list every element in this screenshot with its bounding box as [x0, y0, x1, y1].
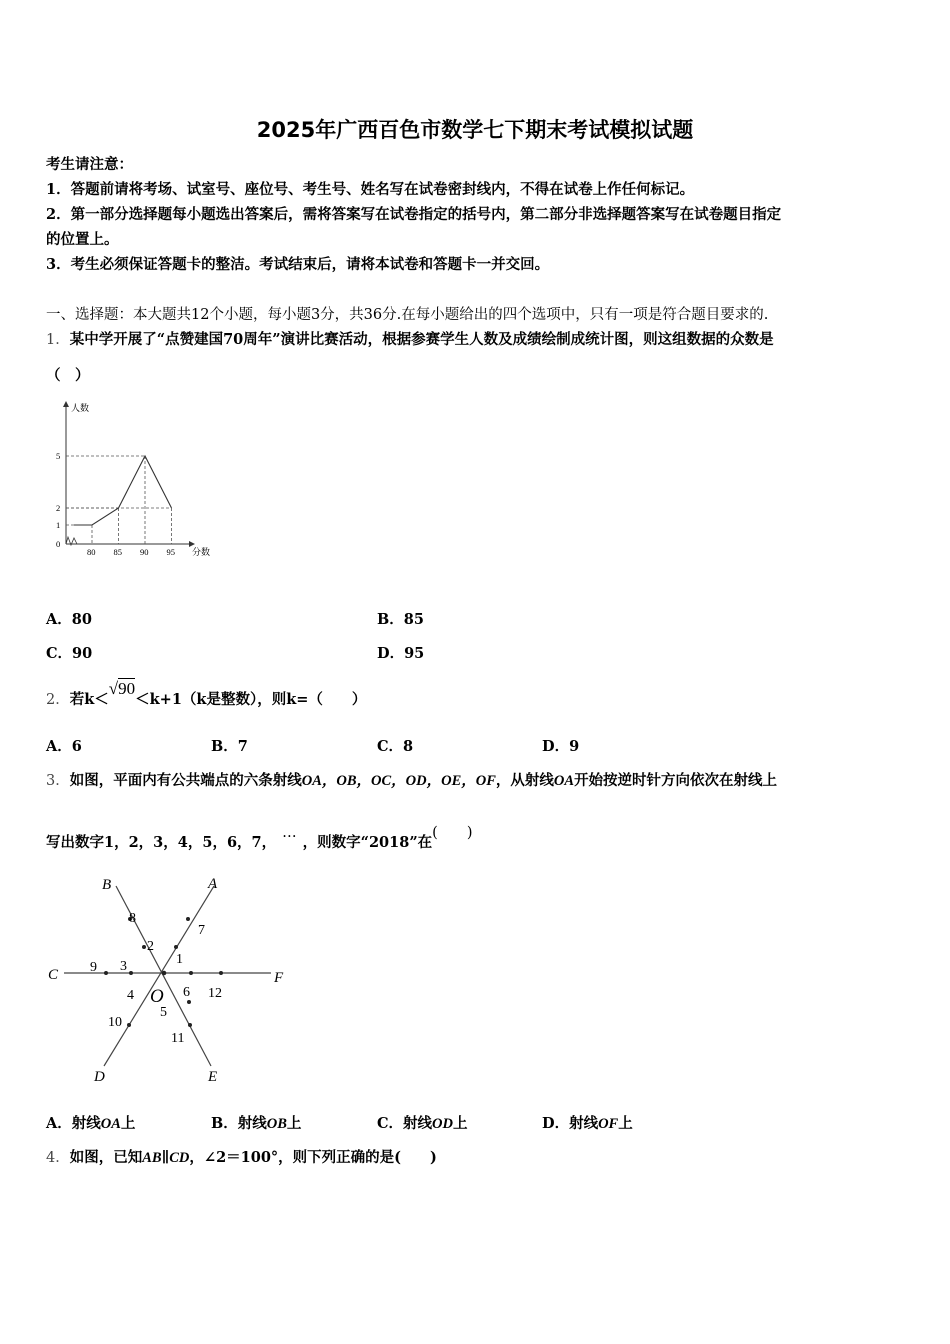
option-d[interactable] — [542, 1112, 633, 1133]
label-o: O — [150, 986, 164, 1007]
option-b[interactable]: B．7 — [211, 738, 248, 755]
option-a[interactable]: A．6 — [46, 738, 82, 755]
notice-item: 的位置上。 — [46, 231, 119, 248]
question-2 — [46, 679, 367, 709]
question-text: 如图，已知 — [69, 1149, 143, 1166]
number-label: 5 — [160, 1005, 167, 1020]
option-c[interactable]: C．8 — [377, 738, 414, 755]
page-title: 2025年广西百色市数学七下期末考试模拟试题 — [256, 118, 694, 142]
segment-name: CD — [169, 1150, 190, 1166]
option-text: 上 — [120, 1115, 136, 1132]
x-tick-label: 80 — [87, 547, 96, 557]
number-label: 3 — [120, 959, 127, 974]
option-d[interactable]: D．95 — [377, 645, 425, 662]
point — [219, 971, 223, 975]
label-d: D — [94, 1069, 105, 1085]
question-text: ，从射线 — [495, 772, 554, 789]
y-tick-label: 1 — [56, 520, 61, 530]
label-f: F — [274, 970, 284, 986]
option-text: B．射线 — [211, 1115, 267, 1132]
point — [104, 971, 108, 975]
y-tick-labels — [56, 451, 60, 549]
number-label: 12 — [208, 986, 222, 1001]
point — [189, 971, 193, 975]
label-a: A — [208, 876, 218, 892]
number-label: 6 — [183, 985, 190, 1000]
option-text: 上 — [286, 1115, 302, 1132]
y-axis-label: 人数 — [71, 403, 90, 413]
ray-name: OD — [432, 1116, 453, 1132]
rays-figure — [46, 872, 296, 1087]
point — [187, 1000, 191, 1004]
ray-name: OA — [553, 773, 575, 789]
question-number: 1． — [46, 332, 70, 348]
question-3-line2 — [46, 825, 473, 852]
question-3 — [46, 769, 777, 790]
notice-heading: 考生请注意： — [46, 156, 133, 173]
option-text: 上 — [618, 1115, 633, 1132]
point — [129, 971, 133, 975]
y-tick-label: 5 — [56, 451, 61, 461]
x-axis-label: 分数 — [192, 547, 211, 557]
question-text-pre: 若k＜ — [69, 691, 109, 708]
question-1 — [46, 328, 774, 349]
number-label: 7 — [198, 923, 205, 938]
x-tick-label: 95 — [166, 547, 175, 557]
label-e: E — [208, 1069, 218, 1085]
option-a[interactable]: A．80 — [46, 611, 92, 628]
number-label: 8 — [129, 911, 136, 926]
question-text: ，则数字“2018”在 — [302, 834, 433, 851]
question-number: 2． — [46, 692, 70, 708]
ray-name: OB — [266, 1116, 287, 1132]
q1-chart — [46, 398, 221, 566]
option-b[interactable] — [211, 1112, 301, 1133]
option-text: C．射线 — [377, 1115, 433, 1132]
option-c[interactable] — [377, 1112, 468, 1133]
label-c: C — [48, 967, 59, 983]
x-tick-label: 90 — [140, 547, 149, 557]
ellipsis: … — [282, 825, 297, 841]
ray-names: OA，OB，OC，OD，OE，OF — [301, 773, 496, 789]
option-d[interactable]: D．9 — [542, 738, 580, 755]
number-label: 2 — [147, 939, 154, 954]
question-text: 写出数字1，2，3，4，5，6，7， — [46, 834, 277, 851]
number-label: 1 — [176, 952, 183, 967]
label-b: B — [102, 877, 112, 893]
question-4 — [46, 1146, 437, 1167]
option-text: D．射线 — [542, 1115, 599, 1132]
point — [188, 1023, 192, 1027]
option-c[interactable]: C．90 — [46, 645, 93, 662]
x-tick-labels — [87, 547, 175, 557]
question-text: ，∠2＝100°，则下列正确的是( ) — [189, 1149, 437, 1166]
question-text-post: ＜k+1（k是整数），则k=（ ） — [135, 691, 367, 708]
y-tick-label: 0 — [56, 539, 61, 549]
notice-item: 3．考生必须保证答题卡的整洁。考试结束后，请将本试卷和答题卡一并交回。 — [46, 256, 550, 273]
question-number: 4． — [46, 1150, 70, 1166]
sqrt-symbol: √90 — [108, 679, 136, 698]
ray-name: OF — [598, 1116, 619, 1132]
point — [127, 1023, 131, 1027]
notice-item: 2．第一部分选择题每小题选出答案后，需将答案写在试卷指定的括号内，第二部分非选择题答案写在试卷题目指定 — [46, 206, 782, 223]
segment-name: AB — [142, 1150, 162, 1166]
option-text: A．射线 — [46, 1115, 101, 1132]
chart-guides — [66, 456, 172, 544]
series-line — [74, 456, 172, 525]
origin-point — [162, 971, 167, 976]
question-1-paren: （ ） — [46, 367, 90, 384]
ray-name: OA — [100, 1116, 121, 1132]
y-tick-label: 2 — [56, 503, 61, 513]
question-text: 开始按逆时针方向依次在射线上 — [574, 772, 778, 789]
x-tick-label: 85 — [113, 547, 122, 557]
number-label: 4 — [127, 988, 134, 1003]
question-text: 如图，平面内有公共端点的六条射线 — [69, 772, 302, 789]
number-label: 10 — [108, 1015, 122, 1030]
point — [142, 945, 146, 949]
question-text: 某中学开展了“点赞建国70周年”演讲比赛活动，根据参赛学生人数及成绩绘制成统计图，则这组数据的众数是 — [69, 331, 774, 348]
section-heading: 一、选择题：本大题共12个小题，每小题3分，共36分.在每小题给出的四个选项中，只有一项是符合题目要求的. — [46, 307, 769, 323]
sqrt-radicand: 90 — [118, 679, 136, 698]
answer-paren: ( ) — [432, 825, 473, 841]
question-number: 3． — [46, 773, 70, 789]
line-ad — [104, 886, 214, 1066]
option-text: 上 — [453, 1115, 468, 1132]
number-label: 11 — [171, 1031, 185, 1046]
number-label: 9 — [90, 960, 97, 975]
point — [186, 917, 190, 921]
point — [174, 945, 178, 949]
option-b[interactable]: B．85 — [377, 611, 424, 628]
notice-item: 1．答题前请将考场、试室号、座位号、考生号、姓名写在试卷密封线内，不得在试卷上作任何标记。 — [46, 181, 695, 198]
parallel-symbol: ∥ — [161, 1149, 170, 1166]
option-a[interactable] — [46, 1112, 135, 1133]
